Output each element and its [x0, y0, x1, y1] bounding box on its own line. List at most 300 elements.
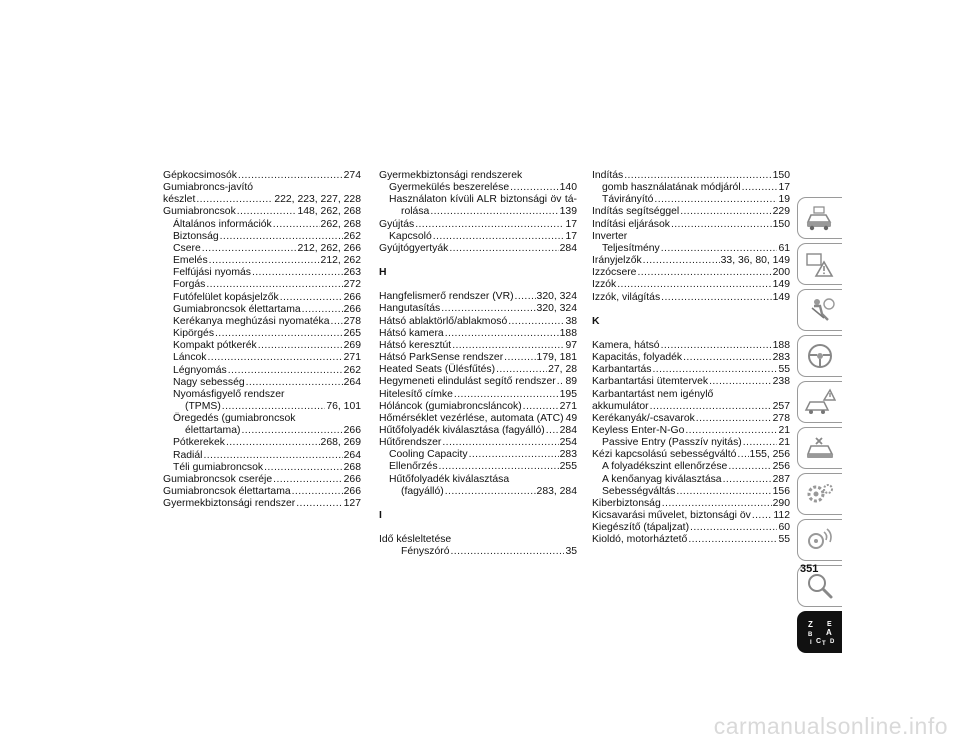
- page-number: 351: [800, 563, 819, 575]
- index-entry-pages: 179, 181: [536, 352, 577, 364]
- index-entry: [592, 401, 790, 413]
- index-entry-term: Sebességváltás: [602, 485, 676, 497]
- index-entry-pages: 229: [772, 206, 790, 218]
- index-entry-term: rolása: [401, 206, 430, 218]
- dot-leader: [433, 231, 565, 243]
- index-entry: [163, 425, 361, 437]
- dot-leader: [208, 352, 343, 364]
- index-entry: [592, 461, 790, 473]
- dot-leader: [296, 498, 342, 510]
- index-entry: [592, 292, 790, 304]
- index-entry-term: Gumiabroncsok élettartama: [173, 303, 301, 315]
- car-dashboard-icon: [804, 204, 836, 232]
- dot-leader: [624, 170, 771, 182]
- index-entry-term: Passive Entry (Passzív nyitás): [602, 437, 742, 449]
- index-entry-pages: 266: [343, 473, 361, 485]
- index-entry: [163, 255, 361, 267]
- index-entry-term: Gumiabroncsok élettartama: [163, 486, 291, 498]
- dot-leader: [515, 291, 536, 303]
- dot-leader: [508, 316, 564, 328]
- dot-leader: [273, 219, 320, 231]
- index-entry-pages: 155, 256: [749, 449, 790, 461]
- index-entry-pages: 320, 324: [536, 303, 577, 315]
- index-entry-term: Indítási eljárások: [592, 218, 670, 230]
- index-entry: [379, 219, 577, 231]
- index-entry-term: Légnyomás: [173, 364, 227, 376]
- index-entry: [379, 206, 577, 218]
- index-entry-term: készlet: [163, 194, 196, 206]
- index-entry-term: Indítás segítséggel: [592, 206, 680, 218]
- dot-leader: [442, 437, 558, 449]
- index-entry-pages: 283, 284: [536, 485, 577, 497]
- tab-roadside-emergency[interactable]: [797, 381, 842, 423]
- tab-multimedia[interactable]: [797, 519, 842, 561]
- index-entry-term: akkumulátor: [592, 400, 649, 412]
- dot-leader: [246, 377, 343, 389]
- index-entry-pages: 278: [772, 412, 790, 424]
- index-entry-term: Kapcsoló: [389, 230, 432, 242]
- tab-warning-lights[interactable]: [797, 243, 842, 285]
- dot-leader: [228, 365, 343, 377]
- dot-leader: [451, 546, 565, 558]
- index-entry-term: Indítás: [592, 170, 624, 181]
- index-entry: [163, 316, 361, 328]
- service-car-icon: [804, 434, 836, 462]
- index-letter-heading: I: [379, 509, 382, 521]
- index-entry-term: Hegymeneti elindulást segítő rendszer: [379, 376, 556, 388]
- index-entry-pages: 150: [772, 218, 790, 230]
- dot-leader: [680, 206, 771, 218]
- index-entry-term: Emelés: [173, 255, 208, 267]
- index-entry: [163, 243, 361, 255]
- index-entry: [379, 389, 577, 401]
- dot-leader: [331, 316, 343, 328]
- index-entry: [592, 413, 790, 425]
- index-entry-term: Távirányító: [602, 194, 654, 206]
- index-entry: [379, 231, 577, 243]
- dot-leader: [557, 376, 565, 388]
- index-entry-term: Hűtőrendszer: [379, 437, 442, 449]
- index-entry: [163, 498, 361, 510]
- dot-leader: [280, 292, 343, 304]
- index-entry-term: élettartama): [185, 425, 241, 437]
- index-entry: [379, 401, 577, 413]
- index-entry-pages: 17: [565, 230, 577, 242]
- index-entry-pages: 266: [343, 303, 361, 315]
- index-entry-term: (TPMS): [185, 400, 221, 412]
- index-entry: [163, 267, 361, 279]
- dot-leader: [439, 461, 559, 473]
- index-entry: [379, 352, 577, 364]
- index-entry-term: Radiál: [173, 449, 203, 461]
- index-entry-pages: 266: [343, 425, 361, 437]
- index-entry-text: Öregedés (gumiabroncsok: [173, 413, 296, 425]
- index-entry: [592, 243, 790, 255]
- index-entry-term: Izzók, világítás: [592, 291, 661, 303]
- dot-leader: [441, 303, 535, 315]
- index-entry-pages: 61: [778, 242, 790, 254]
- index-entry-term: Kicsavarási művelet, biztonsági öv: [592, 510, 751, 522]
- index-entry-pages: 264: [343, 449, 361, 461]
- dot-leader: [723, 474, 772, 486]
- index-entry-term: A folyadékszint ellenőrzése: [602, 461, 728, 473]
- dot-leader: [203, 450, 342, 462]
- dot-leader: [452, 340, 564, 352]
- index-entry-pages: 33, 36, 80, 149: [720, 255, 790, 267]
- index-entry-term: Biztonság: [173, 230, 219, 242]
- index-entry-term: Kapacitás, folyadék: [592, 352, 683, 364]
- svg-text:I: I: [810, 640, 812, 646]
- dot-leader: [209, 255, 320, 267]
- index-entry-pages: 21: [778, 424, 790, 436]
- index-entry-pages: 149: [772, 279, 790, 291]
- index-entry: [592, 219, 790, 231]
- index-entry: [163, 462, 361, 474]
- index-column-2: [379, 170, 577, 558]
- index-entry-pages: 140: [559, 182, 577, 194]
- index-entry-term: Heated Seats (Ülésfűtés): [379, 364, 496, 376]
- dot-leader: [237, 206, 297, 218]
- dot-leader: [454, 389, 559, 401]
- index-entry-pages: 150: [772, 170, 790, 181]
- index-entry-text: Nyomásfigyelő rendszer: [173, 388, 285, 400]
- index-entry-term: Izzók: [592, 279, 617, 291]
- index-entry-pages: 212, 262, 266: [297, 242, 361, 254]
- index-entry: [379, 340, 577, 352]
- tab-car-dashboard[interactable]: [797, 197, 842, 239]
- dot-leader: [737, 449, 748, 461]
- index-entry-term: Kézi kapcsolású sebességváltó: [592, 449, 737, 461]
- index-entry-text: Karbantartást nem igénylő: [592, 388, 714, 400]
- index-entry-term: Csere: [173, 242, 201, 254]
- index-entry: [592, 498, 790, 510]
- dot-leader: [523, 401, 559, 413]
- index-entry-term: Gyermekbiztonsági rendszer: [163, 498, 296, 510]
- dot-leader: [671, 219, 772, 231]
- index-entry-pages: 290: [772, 497, 790, 509]
- index-entry-pages: 55: [778, 364, 790, 376]
- index-entry-pages: 127: [343, 498, 361, 510]
- index-entry: [592, 206, 790, 218]
- index-entry-term: Hűtőfolyadék kiválasztása (fagyálló): [379, 424, 545, 436]
- index-entry-term: Cooling Capacity: [389, 449, 468, 461]
- tab-specifications[interactable]: [797, 473, 842, 515]
- dot-leader: [264, 462, 343, 474]
- dot-leader: [654, 194, 777, 206]
- index-entry: [163, 170, 361, 182]
- dot-leader: [510, 182, 559, 194]
- index-entry-pages: 269: [343, 340, 361, 352]
- index-entry-term: Hangfelismerő rendszer (VR): [379, 291, 514, 303]
- index-entry-pages: 76, 101: [326, 400, 361, 412]
- index-entry-text: Gumiabroncs-javító: [163, 182, 254, 194]
- index-entry: [379, 316, 577, 328]
- index-entry-term: Keyless Enter-N-Go: [592, 424, 685, 436]
- dot-leader: [496, 364, 547, 376]
- index-entry-pages: 264: [343, 376, 361, 388]
- index-entry: [592, 486, 790, 498]
- index-entry: [592, 267, 790, 279]
- dot-leader: [449, 243, 558, 255]
- index-entry: [163, 474, 361, 486]
- index-entry-term: Ellenőrzés: [389, 461, 438, 473]
- dot-leader: [241, 425, 342, 437]
- dot-leader: [445, 328, 559, 340]
- dot-leader: [222, 401, 326, 413]
- index-entry-pages: 271: [343, 352, 361, 364]
- index-entry: [163, 352, 361, 364]
- index-entry-pages: 97: [565, 339, 577, 351]
- index-entry-pages: 89: [565, 376, 577, 388]
- index-entry-pages: 274: [343, 170, 361, 181]
- index-entry: [379, 291, 577, 303]
- dot-leader: [252, 267, 343, 279]
- index-entry-pages: 283: [559, 449, 577, 461]
- tab-steering-wheel[interactable]: [797, 335, 842, 377]
- index-entry-term: Téli gumiabroncsok: [173, 461, 264, 473]
- dot-leader: [292, 486, 343, 498]
- index-entry: [592, 364, 790, 376]
- index-entry-pages: 156: [772, 485, 790, 497]
- index-entry-pages: 265: [343, 328, 361, 340]
- index-entry-pages: 268: [343, 461, 361, 473]
- index-entry-pages: 266: [343, 486, 361, 498]
- index-entry-term: Hátsó ablaktörlő/ablakmosó: [379, 315, 508, 327]
- search-index-icon: [804, 572, 836, 600]
- index-entry-pages: 27, 28: [548, 364, 577, 376]
- dot-leader: [685, 425, 777, 437]
- index-entry-pages: 262: [343, 230, 361, 242]
- dot-leader: [661, 292, 772, 304]
- tab-airbag-seatbelt[interactable]: [797, 289, 842, 331]
- index-entry: [163, 328, 361, 340]
- index-entry-pages: 262, 268: [320, 218, 361, 230]
- svg-text:E: E: [827, 621, 832, 628]
- dot-leader: [215, 328, 343, 340]
- dot-leader: [728, 461, 771, 473]
- index-entry-term: Hitelesítő címke: [379, 388, 453, 400]
- svg-text:T: T: [822, 641, 826, 646]
- index-entry-term: Kerékanya meghúzási nyomatéka: [173, 315, 330, 327]
- index-entry-text: Inverter: [592, 230, 628, 242]
- index-entry-term: Kerékanyák/-csavarok: [592, 412, 695, 424]
- index-entry-term: Gyújtás: [379, 218, 415, 230]
- chapter-tabs: [797, 197, 842, 657]
- index-entry-pages: 188: [772, 339, 790, 351]
- index-entry-term: Hátsó keresztút: [379, 339, 452, 351]
- index-entry: [163, 377, 361, 389]
- index-entry-pages: 287: [772, 473, 790, 485]
- index-entry: [379, 425, 577, 437]
- index-entry-term: Karbantartási ütemtervek: [592, 376, 709, 388]
- index-entry: [592, 376, 790, 388]
- index-entry-pages: 278: [343, 315, 361, 327]
- dot-leader: [643, 255, 720, 267]
- index-entry-term: gomb használatának módjáról: [602, 182, 741, 194]
- dot-leader: [202, 243, 297, 255]
- index-entry: [379, 303, 577, 315]
- index-entry-term: Futófelület kopásjelzők: [173, 291, 279, 303]
- index-entry: [379, 437, 577, 449]
- index-entry-pages: 19: [778, 194, 790, 206]
- index-entry: [592, 194, 790, 206]
- index-entry-pages: 139: [559, 206, 577, 218]
- index-entry: [592, 255, 790, 267]
- index-entry: [163, 437, 361, 449]
- svg-text:C: C: [816, 638, 822, 645]
- svg-text:D: D: [830, 639, 835, 645]
- dot-leader: [662, 498, 772, 510]
- index-entry-pages: 60: [778, 522, 790, 534]
- index-entry-term: Izzócsere: [592, 267, 637, 279]
- airbag-seatbelt-icon: [804, 296, 836, 324]
- steering-wheel-icon: [804, 342, 836, 370]
- dot-leader: [709, 376, 772, 388]
- index-entry-term: Pótkerekek: [173, 437, 225, 449]
- index-entry: [592, 425, 790, 437]
- dot-leader: [661, 340, 772, 352]
- index-entry: [379, 182, 577, 194]
- index-entry-pages: 17: [565, 218, 577, 230]
- index-entry-text: Hűtőfolyadék kiválasztása: [389, 473, 510, 485]
- index-entry: [163, 206, 361, 218]
- index-entry: [163, 292, 361, 304]
- index-entry-pages: 266: [343, 291, 361, 303]
- index-entry-text: Gyermekbiztonsági rendszerek: [379, 170, 523, 181]
- dot-leader: [226, 437, 320, 449]
- dot-leader: [220, 231, 343, 243]
- index-entry-term: Gumiabroncsok cseréje: [163, 473, 273, 485]
- dot-leader: [650, 401, 772, 413]
- index-entry-term: Hátsó ParkSense rendszer: [379, 352, 504, 364]
- index-entry: [379, 413, 577, 425]
- index-entry: [163, 450, 361, 462]
- index-entry-term: Hőmérséklet vezérlése, automata (ATC): [379, 412, 564, 424]
- specifications-icon: [804, 480, 836, 508]
- dot-leader: [238, 170, 343, 182]
- index-entry-term: Gumiabroncsok: [163, 206, 236, 218]
- index-entry-term: Nagy sebesség: [173, 376, 245, 388]
- index-entry-term: Kipörgés: [173, 328, 215, 340]
- index-entry-pages: 212, 262: [320, 255, 361, 267]
- dot-leader: [676, 486, 771, 498]
- index-entry-term: Karbantartás: [592, 364, 652, 376]
- roadside-emergency-icon: [804, 388, 836, 416]
- index-entry: [163, 219, 361, 231]
- index-entry-term: Hangutasítás: [379, 303, 441, 315]
- index-entry: [163, 231, 361, 243]
- index-entry-pages: 238: [772, 376, 790, 388]
- index-entry-text: Használaton kívüli ALR biztonsági öv tá-: [389, 194, 577, 206]
- index-entry: [379, 243, 577, 255]
- index-entry-text: Idő késleltetése: [379, 534, 452, 546]
- index-entry-term: Forgás: [173, 279, 206, 291]
- index-entry-term: Kiberbiztonság: [592, 497, 661, 509]
- index-entry-pages: 17: [778, 182, 790, 194]
- index-entry-pages: 272: [343, 279, 361, 291]
- dot-leader: [504, 352, 535, 364]
- dot-leader: [688, 534, 777, 546]
- index-entry-term: (fagyálló): [401, 485, 444, 497]
- index-entry-pages: 38: [565, 315, 577, 327]
- index-entry-pages: 148, 262, 268: [297, 206, 361, 218]
- index-entry: [379, 364, 577, 376]
- dot-leader: [196, 194, 273, 206]
- tab-service-car[interactable]: [797, 427, 842, 469]
- index-entry-term: Általános információk: [173, 218, 272, 230]
- dot-leader: [469, 449, 559, 461]
- index-entry: [592, 170, 790, 182]
- index-entry-pages: 262: [343, 364, 361, 376]
- dot-leader: [696, 413, 772, 425]
- svg-text:Z: Z: [808, 620, 813, 629]
- index-entry-term: Kamera, hátsó: [592, 339, 660, 351]
- dot-leader: [258, 340, 343, 352]
- dot-leader: [415, 219, 564, 231]
- dot-leader: [752, 510, 773, 522]
- index-entry: [163, 486, 361, 498]
- dot-leader: [445, 486, 536, 498]
- dot-leader: [743, 437, 778, 449]
- index-entry-pages: 255: [559, 461, 577, 473]
- index-entry-pages: 49: [565, 412, 578, 424]
- alphabet-index-icon: [804, 618, 836, 646]
- index-entry: [592, 437, 790, 449]
- index-entry: [592, 352, 790, 364]
- index-entry-pages: 35: [565, 546, 577, 558]
- tab-alphabetical-index[interactable]: [797, 611, 842, 653]
- index-entry: [592, 522, 790, 534]
- index-entry: [163, 365, 361, 377]
- dot-leader: [617, 279, 771, 291]
- index-entry-pages: 200: [772, 267, 790, 279]
- index-entry-pages: 256: [772, 461, 790, 473]
- index-entry: [379, 328, 577, 340]
- index-entry: [163, 304, 361, 316]
- index-entry-term: Felfújási nyomás: [173, 267, 251, 279]
- index-entry-pages: 320, 324: [536, 291, 577, 303]
- index-entry-pages: 21: [778, 437, 790, 449]
- index-entry: [592, 474, 790, 486]
- warning-lights-icon: [804, 250, 836, 278]
- index-entry-pages: 271: [559, 400, 577, 412]
- index-entry-term: Irányjelzők: [592, 255, 642, 267]
- dot-leader: [206, 279, 342, 291]
- index-entry-term: Hóláncok (gumiabroncsláncok): [379, 400, 522, 412]
- index-entry-term: Fényszóró: [401, 546, 450, 558]
- index-entry-pages: 284: [559, 242, 577, 254]
- index-entry-pages: 195: [559, 388, 577, 400]
- index-entry: [592, 510, 790, 522]
- index-entry: [379, 486, 577, 498]
- dot-leader: [661, 243, 778, 255]
- index-entry: [163, 194, 361, 206]
- index-entry: [163, 279, 361, 291]
- dot-leader: [690, 522, 777, 534]
- index-entry: [163, 401, 361, 413]
- index-entry: [379, 376, 577, 388]
- index-entry: [592, 182, 790, 194]
- svg-text:B: B: [808, 632, 813, 638]
- index-entry-term: A kenőanyag kiválasztása: [602, 473, 722, 485]
- index-entry-pages: 188: [559, 327, 577, 339]
- index-entry: [163, 340, 361, 352]
- index-entry-term: Kiegészítő (tápaljzat): [592, 522, 690, 534]
- index-entry-pages: 283: [772, 352, 790, 364]
- index-entry: [592, 279, 790, 291]
- index-entry-term: Kioldó, motorháztető: [592, 534, 688, 546]
- index-entry-pages: 268, 269: [320, 437, 361, 449]
